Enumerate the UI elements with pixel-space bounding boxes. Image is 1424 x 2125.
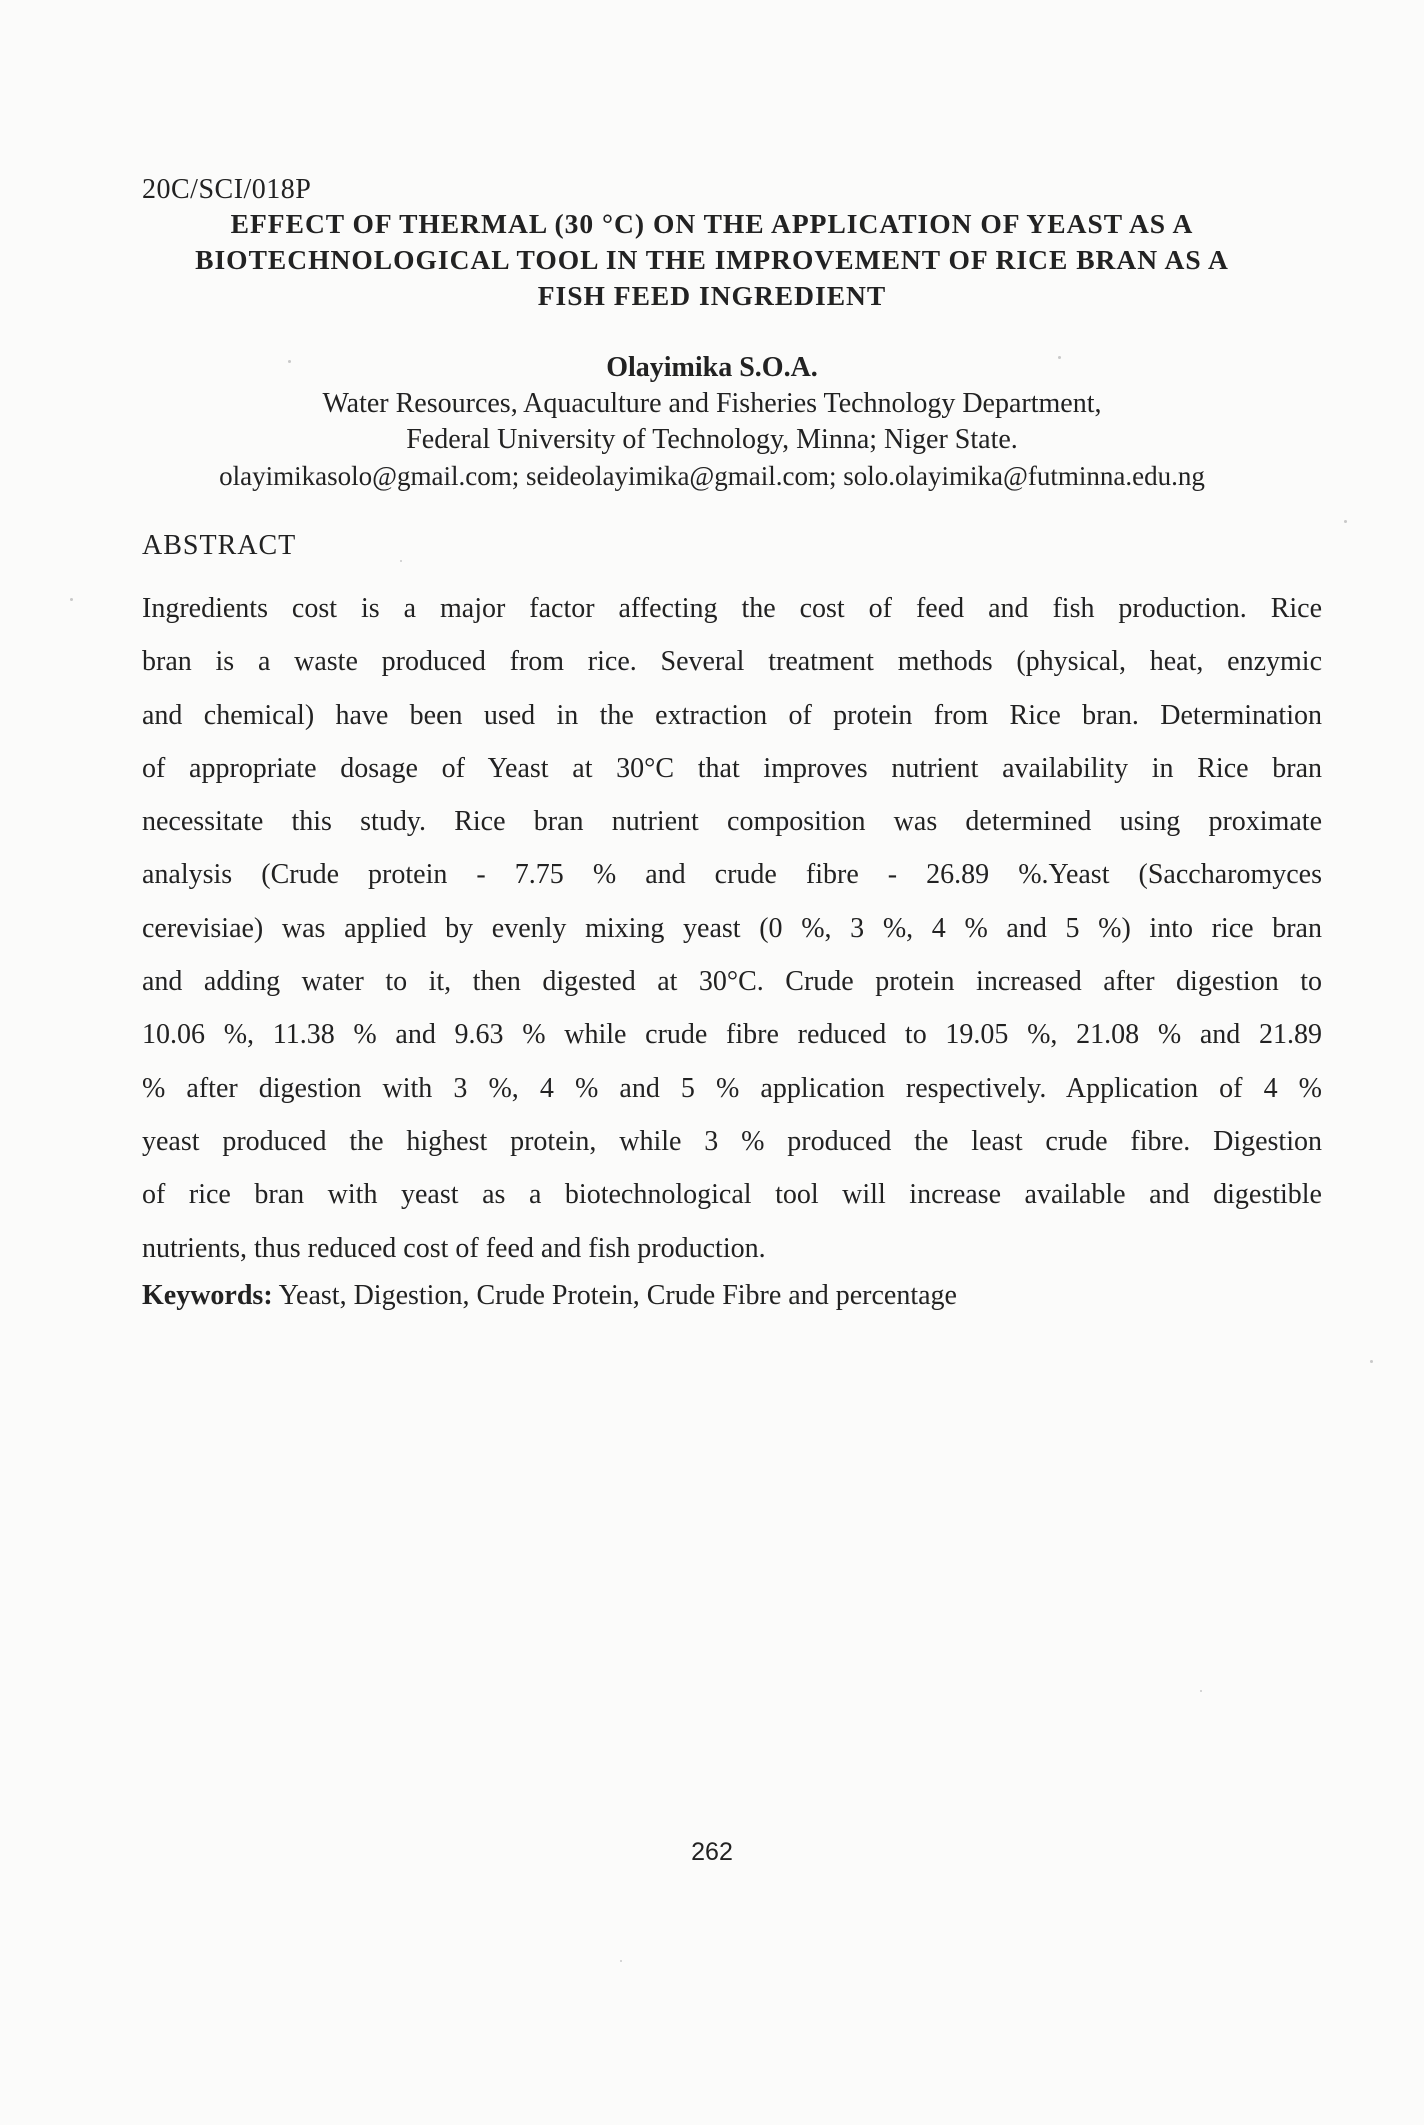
author-emails: olayimikasolo@gmail.com; seideolayimika@gmail.com; solo.olayimika@futminna.edu.ng [219,461,1205,491]
abstract-body [142,582,1322,1275]
abstract-line: Ingredients cost is a major factor affecting the cost of feed and fish production. Rice [142,593,1322,624]
paper-code: 20C/SCI/018P [142,174,312,205]
title-line: BIOTECHNOLOGICAL TOOL IN THE IMPROVEMENT OF RICE BRAN AS A [195,244,1229,275]
abstract-line: 10.06 %, 11.38 % and 9.63 % while crude fibre reduced to 19.05 %, 21.08 % and 21.89 [142,1019,1322,1051]
abstract-line: cerevisiae) was applied by evenly mixing yeast (0 %, 3 %, 4 % and 5 %) into rice bran [142,912,1322,944]
abstract-line: yeast produced the highest protein, while 3 % produced the least crude fibre. Digestion [142,1125,1322,1157]
scan-speck [1344,520,1347,523]
scan-speck [1058,356,1061,359]
affiliation-department: Water Resources, Aquaculture and Fisheries Technology Department, [322,388,1102,419]
keywords-text: Yeast, Digestion, Crude Protein, Crude Fibre and percentage [272,1280,957,1311]
abstract-heading: ABSTRACT [142,530,297,561]
abstract-line: and chemical) have been used in the extraction of protein from Rice bran. Determination [142,699,1322,731]
abstract-line: nutrients, thus reduced cost of feed and fish production. [142,1232,766,1264]
scan-speck [1200,1690,1202,1692]
abstract-line: analysis (Crude protein - 7.75 % and crude fibre - 26.89 %.Yeast (Saccharomyces [142,859,1322,891]
affiliation-university: Federal University of Technology, Minna; Niger State. [406,424,1018,455]
author-name: Olayimika S.O.A. [606,352,818,383]
abstract-line: of rice bran with yeast as a biotechnological tool will increase available and digestible [142,1179,1322,1211]
abstract-line: of appropriate dosage of Yeast at 30°C that improves nutrient availability in Rice bran [142,752,1322,784]
keywords [142,1280,957,1312]
abstract-line: and adding water to it, then digested at 30°C. Crude protein increased after digestion to [142,966,1322,998]
abstract-line: necessitate this study. Rice bran nutrient composition was determined using proximate [142,806,1322,838]
abstract-line: % after digestion with 3 %, 4 % and 5 % application respectively. Application of 4 % [142,1072,1322,1104]
title-line: FISH FEED INGREDIENT [537,280,887,311]
paper-title [130,206,1294,314]
keywords-label: Keywords: [142,1280,273,1311]
scan-speck [70,598,73,601]
scan-speck [288,360,291,363]
page-number: 262 [691,1838,733,1866]
abstract-line: bran is a waste produced from rice. Several treatment methods (physical, heat, enzymic [142,646,1322,678]
scan-speck [400,560,402,562]
title-line: EFFECT OF THERMAL (30 °C) ON THE APPLICATION OF YEAST AS A [230,208,1194,239]
scan-speck [1370,1360,1373,1363]
scan-speck [620,1960,622,1962]
